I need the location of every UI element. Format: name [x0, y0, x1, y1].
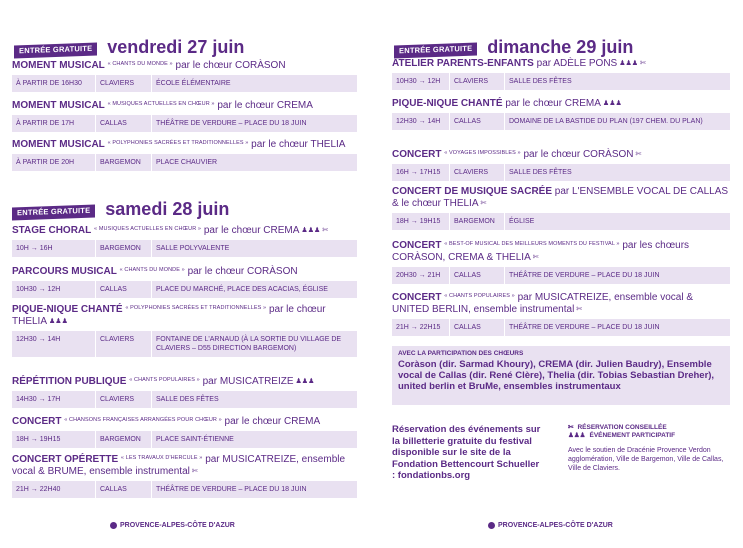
region-label: PROVENCE-ALPES-CÔTE D'AZUR [120, 522, 235, 529]
event-performer: par ADÈLE PONS [536, 58, 618, 69]
event-heading [12, 264, 357, 278]
event-type: ATELIER PARENTS-ENFANTS [392, 58, 534, 69]
event-town: BARGEMON [96, 154, 152, 171]
event-type: MOMENT MUSICAL [12, 100, 105, 111]
event-subtitle: « LES TRAVAUX D'HERCULE » [120, 455, 203, 461]
region-logo-icon [488, 522, 495, 529]
region-footer [110, 522, 235, 529]
event-type: MOMENT MUSICAL [12, 139, 105, 150]
event-performer: par les chœurs CORÀSON, CREMA & THELIA [392, 240, 690, 263]
day-header [14, 38, 244, 56]
event-info-row [12, 240, 357, 257]
event-subtitle: « MUSIQUES ACTUELLES EN CHŒUR » [107, 101, 215, 107]
event-town: CALLAS [96, 481, 152, 498]
event-time: 18H → 19H15 [12, 431, 96, 448]
event-place: SALLE DES FÊTES [509, 78, 572, 85]
event-performer: par le chœur THELIA [251, 139, 346, 150]
event-item [12, 374, 357, 408]
event-item [12, 137, 357, 171]
event-town: CLAVIERS [96, 331, 152, 357]
event-type: CONCERT [392, 240, 442, 251]
event-markers-icon: ✄ [480, 200, 487, 207]
day-title: dimanche 29 juin [487, 37, 634, 57]
event-info-row [392, 267, 730, 284]
event-info-row [392, 73, 730, 90]
event-town: CALLAS [450, 319, 505, 336]
event-item [392, 238, 730, 284]
free-entry-badge: ENTRÉE GRATUITE [14, 42, 97, 57]
event-markers-icon: ✄ [576, 306, 583, 313]
event-type: CONCERT [392, 292, 442, 303]
support-text: Avec le soutien de Dracénie Provence Verdon agglomération, Ville de Bargemon, Ville de Callas, Ville de Claviers. [568, 447, 724, 472]
event-subtitle: « BEST-OF MUSICAL DES MEILLEURS MOMENTS DU FESTIVAL » [444, 241, 620, 247]
event-heading [12, 58, 357, 72]
event-type: RÉPÉTITION PUBLIQUE [12, 376, 127, 387]
event-place: PLACE DU MARCHÉ, PLACE DES ACACIAS, ÉGLISE [156, 286, 328, 293]
event-place: ÉGLISE [509, 218, 535, 225]
event-performer: par MUSICATREIZE [202, 376, 294, 387]
event-town: CLAVIERS [96, 391, 152, 408]
event-time: 12H30 → 14H [392, 113, 450, 130]
event-place: THÉÂTRE DE VERDURE – PLACE DU 18 JUIN [156, 486, 307, 493]
event-item [12, 414, 357, 448]
event-town: BARGEMON [96, 240, 152, 257]
region-label: PROVENCE-ALPES-CÔTE D'AZUR [498, 522, 613, 529]
event-performer: par le chœur THELIA [12, 304, 326, 327]
event-info-row [12, 331, 357, 357]
event-info-row [392, 319, 730, 336]
event-heading [12, 414, 357, 428]
event-info-row [12, 431, 357, 448]
event-subtitle: « MUSIQUES ACTUELLES EN CHŒUR » [94, 226, 202, 232]
event-heading [392, 290, 730, 316]
event-item [12, 58, 357, 92]
event-heading [12, 452, 357, 478]
event-info-row [12, 75, 357, 92]
event-info-row [392, 213, 730, 230]
event-heading [12, 223, 357, 237]
event-performer: par MUSICATREIZE, ensemble vocal & UNITED BERLIN, ensemble instrumental [392, 292, 694, 315]
event-time: 21H → 22H40 [12, 481, 96, 498]
event-place: DOMAINE DE LA BASTIDE DU PLAN (197 CHEM. DU PLAN) [509, 118, 703, 125]
legend-participatif-label: ÉVÉNEMENT PARTICIPATIF [589, 432, 676, 439]
event-markers-icon: ♟♟♟ [602, 100, 622, 107]
event-heading [12, 98, 357, 112]
day-header [394, 38, 633, 56]
event-heading [392, 186, 730, 210]
event-performer: par le chœur CORÀSON [187, 266, 298, 277]
event-markers-icon: ✄ [191, 468, 198, 475]
event-town: BARGEMON [450, 213, 505, 230]
event-town: CLAVIERS [450, 73, 505, 90]
event-item [12, 264, 357, 298]
event-item [392, 58, 730, 90]
event-subtitle: « VOYAGES IMPOSSIBLES » [444, 150, 521, 156]
region-footer [488, 522, 613, 529]
participation-title: AVEC LA PARTICIPATION DES CHŒURS [398, 350, 524, 357]
event-subtitle: « CHANTS POPULAIRES » [444, 293, 515, 299]
event-time: À PARTIR DE 20H [12, 154, 96, 171]
event-time: 12H30 → 14H [12, 331, 96, 357]
event-subtitle: « CHANTS DU MONDE » [119, 267, 185, 273]
free-entry-badge: ENTRÉE GRATUITE [12, 204, 95, 219]
event-place: THÉÂTRE DE VERDURE – PLACE DU 18 JUIN [509, 324, 660, 331]
event-item [12, 98, 357, 132]
event-subtitle: « POLYPHONIES SACRÉES ET TRADITIONNELLES » [107, 140, 249, 146]
event-subtitle: « CHANTS DU MONDE » [107, 61, 173, 67]
event-type: PARCOURS MUSICAL [12, 266, 117, 277]
participation-text: Coràson (dir. Sarmad Khoury), CREMA (dir. Julien Baudry), Ensemble vocal de Callas (dir. René Clère), Thelia (dir. Tobias Sebastian Dreher), united berlin et BruMe, ensembles instrumentaux [398, 359, 715, 392]
event-performer: par le chœur CREMA [203, 225, 300, 236]
event-place: THÉÂTRE DE VERDURE – PLACE DU 18 JUIN [509, 272, 660, 279]
event-performer: par le chœur CREMA [217, 100, 313, 111]
event-item [392, 98, 730, 130]
event-info-row [12, 154, 357, 171]
event-type: MOMENT MUSICAL [12, 60, 105, 71]
event-heading [392, 58, 730, 70]
day-header [12, 200, 229, 218]
event-place: THÉÂTRE DE VERDURE – PLACE DU 18 JUIN [156, 120, 307, 127]
day-title: vendredi 27 juin [107, 37, 245, 57]
event-subtitle: « POLYPHONIES SACRÉES ET TRADITIONNELLES » [125, 305, 267, 311]
event-town: CALLAS [450, 267, 505, 284]
event-type: CONCERT DE MUSIQUE SACRÉE [392, 186, 553, 197]
event-performer: par le chœur CORÀSON [523, 149, 634, 160]
event-time: 21H → 22H15 [392, 319, 450, 336]
event-item [392, 186, 730, 230]
event-item [392, 147, 730, 181]
event-subtitle: « CHANTS POPULAIRES » [129, 377, 200, 383]
event-item [12, 223, 357, 257]
event-time: 20H30 → 21H [392, 267, 450, 284]
event-time: 16H → 17H15 [392, 164, 450, 181]
event-performer: par le chœur CORÀSON [175, 60, 286, 71]
legend-participatif [568, 432, 728, 440]
event-performer: par MUSICATREIZE, ensemble vocal & BRUME, ensemble instrumental [12, 454, 346, 477]
event-heading [12, 302, 357, 328]
reservation-info: Réservation des événements sur la billetterie gratuite du festival disponible sur le site de la Fondation Bettencourt Schueller : fondationbs.org [392, 424, 541, 481]
participation-box [392, 346, 730, 405]
event-time: 10H → 16H [12, 240, 96, 257]
event-town: CALLAS [96, 281, 152, 298]
event-markers-icon: ♟♟♟ [295, 378, 315, 385]
event-town: CLAVIERS [96, 75, 152, 92]
legend [568, 424, 728, 473]
event-item [12, 302, 357, 357]
region-logo-icon [110, 522, 117, 529]
event-type: CONCERT [392, 149, 442, 160]
day-title: samedi 28 juin [105, 199, 230, 219]
event-place: ÉCOLE ÉLÉMENTAIRE [156, 80, 231, 87]
event-type: PIQUE-NIQUE CHANTÉ [12, 304, 123, 315]
event-markers-icon: ✄ [532, 254, 539, 261]
event-place: PLACE CHAUVIER [156, 159, 218, 166]
event-type: CONCERT OPÉRETTE [12, 454, 119, 465]
event-performer: par L'ENSEMBLE VOCAL DE CALLAS & le chœur THELIA [392, 186, 729, 209]
ticket-icon: ✄ [568, 424, 574, 431]
legend-reservation [568, 424, 728, 432]
event-town: BARGEMON [96, 431, 152, 448]
event-markers-icon: ♟♟♟ ✄ [301, 227, 329, 234]
event-markers-icon: ♟♟♟ [49, 318, 68, 325]
event-type: CONCERT [12, 416, 62, 427]
event-place: SALLE DES FÊTES [509, 169, 572, 176]
event-heading [12, 137, 357, 151]
event-performer: par le chœur CREMA [505, 98, 601, 109]
free-entry-badge: ENTRÉE GRATUITE [394, 42, 477, 57]
event-time: À PARTIR DE 16H30 [12, 75, 96, 92]
event-subtitle: « CHANSONS FRANÇAISES ARRANGÉES POUR CHŒUR » [64, 417, 222, 423]
event-town: CLAVIERS [450, 164, 505, 181]
event-place: SALLE DES FÊTES [156, 396, 219, 403]
event-info-row [392, 164, 730, 181]
event-time: À PARTIR DE 17H [12, 115, 96, 132]
event-town: CALLAS [450, 113, 505, 130]
event-info-row [12, 481, 357, 498]
legend-reservation-label: RÉSERVATION CONSEILLÉE [577, 424, 667, 431]
event-markers-icon: ♟♟♟ ✄ [619, 60, 646, 67]
event-heading [392, 238, 730, 264]
event-item [12, 452, 357, 498]
event-performer: par le chœur CREMA [224, 416, 321, 427]
event-time: 10H30 → 12H [392, 73, 450, 90]
event-town: CALLAS [96, 115, 152, 132]
event-item [392, 290, 730, 336]
event-time: 10H30 → 12H [12, 281, 96, 298]
event-info-row [12, 391, 357, 408]
event-info-row [12, 115, 357, 132]
event-heading [12, 374, 357, 388]
event-info-row [392, 113, 730, 130]
event-markers-icon: ✄ [635, 151, 642, 158]
event-type: PIQUE-NIQUE CHANTÉ [392, 98, 503, 109]
event-info-row [12, 281, 357, 298]
event-place: FONTAINE DE L'ARNAUD (À LA SORTIE DU VILLAGE DE CLAVIERS – D55 DIRECTION BARGEMON) [156, 336, 342, 352]
event-type: STAGE CHORAL [12, 225, 92, 236]
event-heading [392, 147, 730, 161]
event-time: 14H30 → 17H [12, 391, 96, 408]
people-icon: ♟♟♟ [568, 432, 586, 439]
event-time: 18H → 19H15 [392, 213, 450, 230]
event-place: PLACE SAINT-ÉTIENNE [156, 436, 234, 443]
event-heading [392, 98, 730, 110]
event-place: SALLE POLYVALENTE [156, 245, 230, 252]
